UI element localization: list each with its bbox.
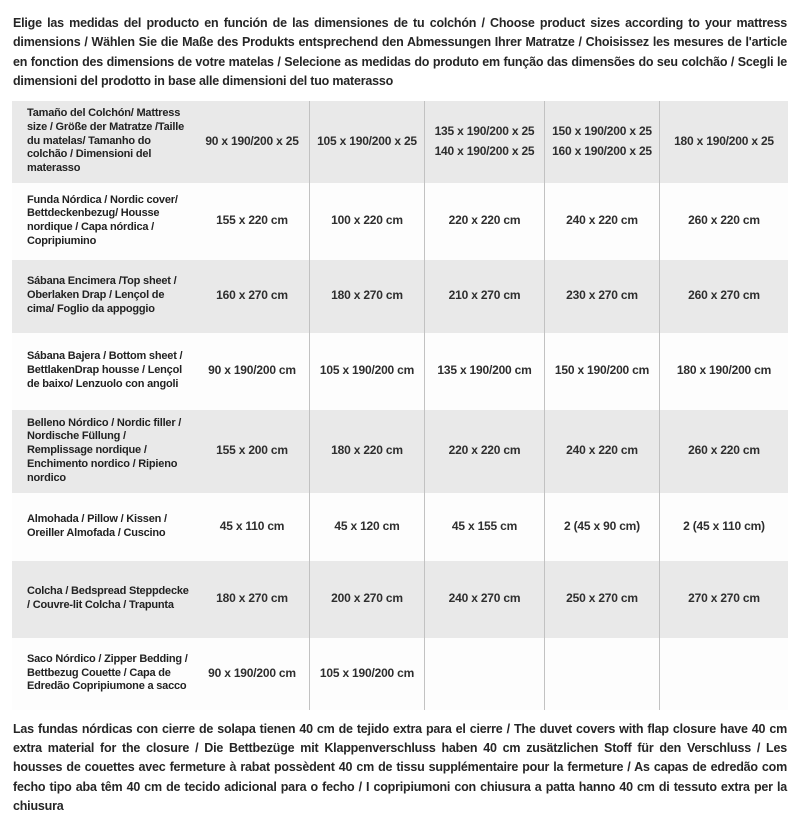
table-row-nordic-filler — [12, 410, 788, 493]
size-value-cell: 150 x 190/200 cm — [544, 333, 659, 410]
table-row-bottom-sheet — [12, 333, 788, 410]
table-row-mattress-size — [12, 101, 788, 183]
row-label: Sábana Bajera / Bottom sheet / BettlakenDrap housse / Lençol de baixo/ Lenzuolo con angoli — [12, 333, 195, 410]
bottom-instructions-text: Las fundas nórdicas con cierre de solapa tienen 40 cm de tejido extra para el cierre / The duvet covers with flap closure have 40 cm extra material for the closure / Die Bettbezüge mit Klappenverschluss haben 40 cm zusätzlichen Stoff für den Verschluss / Les housses de couettes avec fermeture à rabat possèdent 40 cm de tissu supplémentaire pour la fermeture / As capas de edredão com fecho tipo aba têm 40 cm de tecido adicional para o fecho / I copripiumoni con chiusura a patta hanno 40 cm di tessuto extra per la chiusura — [0, 710, 800, 822]
size-value-cell: 260 x 220 cm — [659, 183, 788, 260]
size-value-cell: 45 x 155 cm — [424, 493, 544, 561]
size-value-cell: 180 x 270 cm — [195, 561, 309, 638]
table-row-zipper-bedding — [12, 638, 788, 710]
size-value-cell: 150 x 190/200 x 25 160 x 190/200 x 25 — [544, 101, 659, 183]
size-value-cell: 220 x 220 cm — [424, 183, 544, 260]
size-value-cell: 45 x 120 cm — [309, 493, 424, 561]
product-sizes-table — [12, 101, 788, 710]
size-value-cell: 155 x 200 cm — [195, 410, 309, 493]
row-label: Tamaño del Colchón/ Mattress size / Größe der Matratze /Taille du matelas/ Tamanho do colchão / Dimensioni del materasso — [12, 101, 195, 183]
row-label: Colcha / Bedspread Steppdecke / Couvre-lit Colcha / Trapunta — [12, 561, 195, 638]
row-label: Belleno Nórdico / Nordic filler / Nordische Füllung / Remplissage nordique / Enchimento nordico / Ripieno nordico — [12, 410, 195, 493]
size-value-cell: 220 x 220 cm — [424, 410, 544, 493]
size-value-cell: 240 x 270 cm — [424, 561, 544, 638]
top-instructions-text: Elige las medidas del producto en función de las dimensiones de tu colchón / Choose product sizes according to your mattress dimensions / Wählen Sie die Maße des Produkts entsprechend den Abmessungen Ihrer Matratze / Choisissez les mesures de l'article en fonction des dimensions de votre matelas / Selecione as medidas do produto em função das dimensões do seu colchão / Scegli le dimensioni del prodotto in base alle dimensioni del tuo materasso — [0, 0, 800, 98]
size-value-cell: 250 x 270 cm — [544, 561, 659, 638]
size-value-cell: 200 x 270 cm — [309, 561, 424, 638]
size-value-cell: 270 x 270 cm — [659, 561, 788, 638]
table-row-nordic-cover — [12, 183, 788, 260]
size-value-cell: 160 x 270 cm — [195, 260, 309, 333]
size-value-cell: 2 (45 x 110 cm) — [659, 493, 788, 561]
table-row-top-sheet — [12, 260, 788, 333]
size-value-cell: 105 x 190/200 cm — [309, 333, 424, 410]
size-value-cell: 260 x 220 cm — [659, 410, 788, 493]
size-value-cell: 240 x 220 cm — [544, 410, 659, 493]
size-value-cell: 105 x 190/200 cm — [309, 638, 424, 710]
table-row-bedspread — [12, 561, 788, 638]
size-value-cell: 135 x 190/200 x 25 140 x 190/200 x 25 — [424, 101, 544, 183]
size-value-cell — [424, 638, 544, 710]
row-label: Almohada / Pillow / Kissen / Oreiller Almofada / Cuscino — [12, 493, 195, 561]
size-value-cell: 100 x 220 cm — [309, 183, 424, 260]
size-value-cell: 45 x 110 cm — [195, 493, 309, 561]
size-value-cell: 90 x 190/200 x 25 — [195, 101, 309, 183]
size-value-cell — [659, 638, 788, 710]
size-value-cell: 240 x 220 cm — [544, 183, 659, 260]
row-label: Funda Nórdica / Nordic cover/ Bettdeckenbezug/ Housse nordique / Capa nórdica / Copripiumino — [12, 183, 195, 260]
size-value-cell: 2 (45 x 90 cm) — [544, 493, 659, 561]
size-value-cell: 180 x 190/200 cm — [659, 333, 788, 410]
size-value-cell — [544, 638, 659, 710]
row-label: Sábana Encimera /Top sheet / Oberlaken Drap / Lençol de cima/ Foglio da appoggio — [12, 260, 195, 333]
size-value-cell: 210 x 270 cm — [424, 260, 544, 333]
size-value-cell: 180 x 190/200 x 25 — [659, 101, 788, 183]
size-value-cell: 135 x 190/200 cm — [424, 333, 544, 410]
size-value-cell: 180 x 220 cm — [309, 410, 424, 493]
size-value-cell: 180 x 270 cm — [309, 260, 424, 333]
row-label: Saco Nórdico / Zipper Bedding / Bettbezug Couette / Capa de Edredão Copripiumone a sacco — [12, 638, 195, 710]
size-value-cell: 90 x 190/200 cm — [195, 638, 309, 710]
size-value-cell: 105 x 190/200 x 25 — [309, 101, 424, 183]
size-value-cell: 155 x 220 cm — [195, 183, 309, 260]
size-value-cell: 90 x 190/200 cm — [195, 333, 309, 410]
size-value-cell: 230 x 270 cm — [544, 260, 659, 333]
size-value-cell: 260 x 270 cm — [659, 260, 788, 333]
table-row-pillow — [12, 493, 788, 561]
